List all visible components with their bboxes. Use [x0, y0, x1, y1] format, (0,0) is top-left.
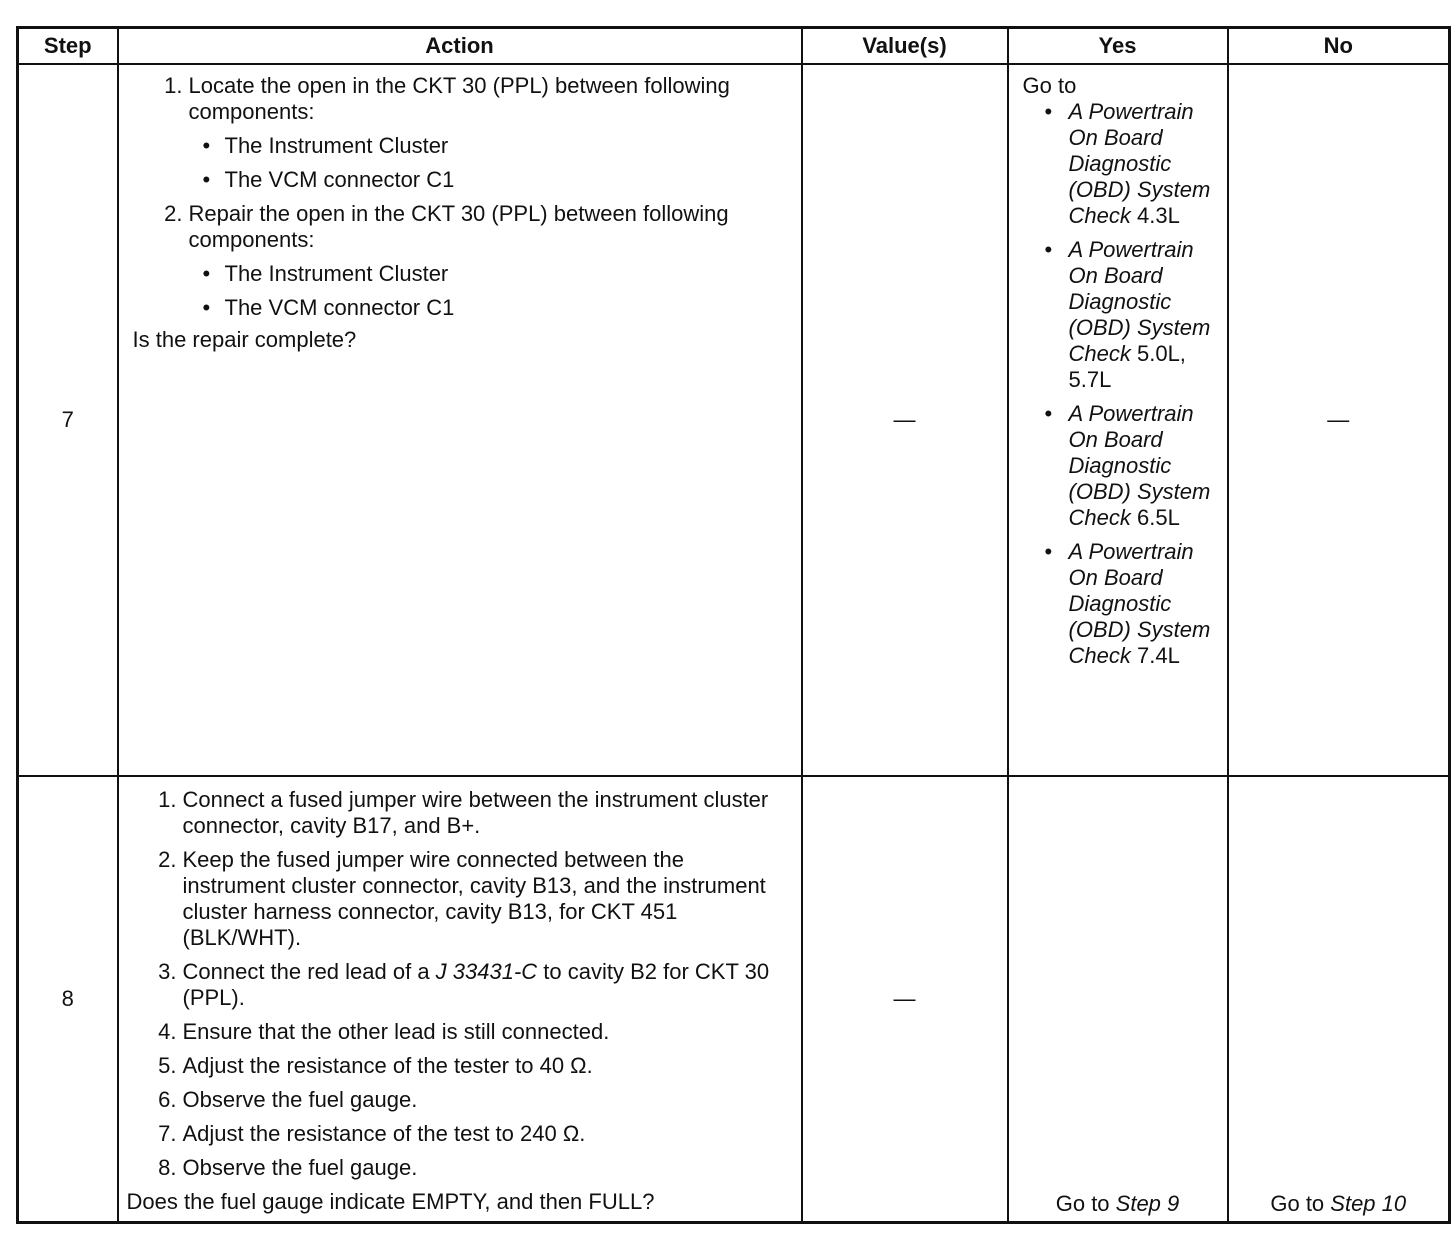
bullet-icon: • [202, 261, 211, 286]
action-item [133, 201, 793, 321]
component-item [189, 261, 793, 287]
header-action: Action [118, 28, 802, 65]
value-cell: — [802, 776, 1008, 1223]
yes-cell [1008, 776, 1228, 1223]
action-item [127, 1155, 793, 1181]
action-list [127, 787, 793, 1181]
action-text: Ensure that the other lead is still connected. [182, 1019, 610, 1044]
header-values: Value(s) [802, 28, 1008, 65]
component-text: The Instrument Cluster [224, 133, 449, 158]
no-cell: — [1228, 64, 1450, 776]
action-text: Repair the open in the CKT 30 (PPL) between following components: [188, 201, 729, 252]
action-text: Observe the fuel gauge. [182, 1155, 418, 1180]
component-item [189, 167, 793, 193]
action-item [127, 1087, 793, 1113]
action-number: 8. [158, 1155, 177, 1180]
component-text: The VCM connector C1 [224, 167, 455, 192]
action-cell [118, 776, 802, 1223]
action-item [127, 1053, 793, 1079]
action-item [127, 1121, 793, 1147]
action-text: to cavity B2 for CKT 30 (PPL). [182, 959, 770, 1010]
bullet-icon: • [202, 167, 211, 192]
yes-link-list [1023, 99, 1221, 669]
action-text: Connect a fused jumper wire between the instrument cluster connector, cavity B17, and B+. [182, 787, 769, 838]
component-text: The Instrument Cluster [224, 261, 449, 286]
engine-size: 7.4L [1136, 643, 1180, 668]
table-row-step-7 [18, 64, 1450, 776]
yes-step-link[interactable]: Step 9 [1115, 1191, 1180, 1216]
table-row-step-8 [18, 776, 1450, 1223]
yes-prefix: Go to [1055, 1191, 1116, 1216]
action-number: 2. [164, 201, 183, 226]
action-item [133, 73, 793, 193]
bullet-icon: • [1044, 99, 1053, 124]
action-number: 2. [158, 847, 177, 872]
yes-link-item [1023, 99, 1221, 229]
yes-link[interactable]: A Powertrain On Board Diagnostic (OBD) System Check [1068, 237, 1211, 366]
bullet-icon: • [1044, 539, 1053, 564]
action-list [133, 73, 793, 321]
action-number: 6. [158, 1087, 177, 1112]
no-step-link[interactable]: Step 10 [1330, 1191, 1407, 1216]
yes-link-item [1023, 401, 1221, 531]
engine-size: 6.5L [1136, 505, 1180, 530]
action-text: Adjust the resistance of the tester to 40 Ω. [182, 1053, 593, 1078]
action-item [127, 1019, 793, 1045]
action-cell [118, 64, 802, 776]
component-item [189, 133, 793, 159]
action-number: 1. [158, 787, 177, 812]
bullet-icon: • [202, 295, 211, 320]
header-no: No [1228, 28, 1450, 65]
tool-name: J 33431-C [435, 959, 538, 984]
step-number: 8 [18, 776, 118, 1223]
bullet-icon: • [202, 133, 211, 158]
component-text: The VCM connector C1 [224, 295, 455, 320]
action-text: Adjust the resistance of the test to 240 Ω. [182, 1121, 586, 1146]
action-number: 7. [158, 1121, 177, 1146]
component-list [189, 133, 793, 193]
step-number: 7 [18, 64, 118, 776]
header-yes: Yes [1008, 28, 1228, 65]
action-number: 5. [158, 1053, 177, 1078]
action-item [127, 959, 793, 1011]
action-number: 1. [164, 73, 183, 98]
engine-size: 5.0L, 5.7L [1068, 341, 1186, 392]
no-cell [1228, 776, 1450, 1223]
component-list [189, 261, 793, 321]
yes-link[interactable]: A Powertrain On Board Diagnostic (OBD) System Check [1068, 99, 1211, 228]
action-item [127, 787, 793, 839]
action-number: 3. [158, 959, 177, 984]
value-cell: — [802, 64, 1008, 776]
action-text: Locate the open in the CKT 30 (PPL) between following components: [188, 73, 730, 124]
yes-cell [1008, 64, 1228, 776]
component-item [189, 295, 793, 321]
header-row [18, 28, 1450, 65]
yes-intro: Go to [1022, 73, 1077, 98]
yes-link[interactable]: A Powertrain On Board Diagnostic (OBD) System Check [1068, 401, 1211, 530]
action-question: Does the fuel gauge indicate EMPTY, and then FULL? [126, 1189, 655, 1214]
no-prefix: Go to [1270, 1191, 1331, 1216]
action-text: Keep the fused jumper wire connected between the instrument cluster connector, cavity B13, and the instrument cluster harness connector, cavity B13, for CKT 451 (BLK/WHT). [182, 847, 766, 950]
action-item [127, 847, 793, 951]
bullet-icon: • [1044, 237, 1053, 262]
action-question: Is the repair complete? [132, 327, 357, 352]
bullet-icon: • [1044, 401, 1053, 426]
yes-link-item [1023, 237, 1221, 393]
action-text: Connect the red lead of a [182, 959, 436, 984]
diagnostic-table [16, 26, 1451, 1224]
engine-size: 4.3L [1136, 203, 1180, 228]
action-text: Observe the fuel gauge. [182, 1087, 418, 1112]
action-number: 4. [158, 1019, 177, 1044]
header-step: Step [18, 28, 118, 65]
yes-link[interactable]: A Powertrain On Board Diagnostic (OBD) System Check [1068, 539, 1211, 668]
yes-link-item [1023, 539, 1221, 669]
